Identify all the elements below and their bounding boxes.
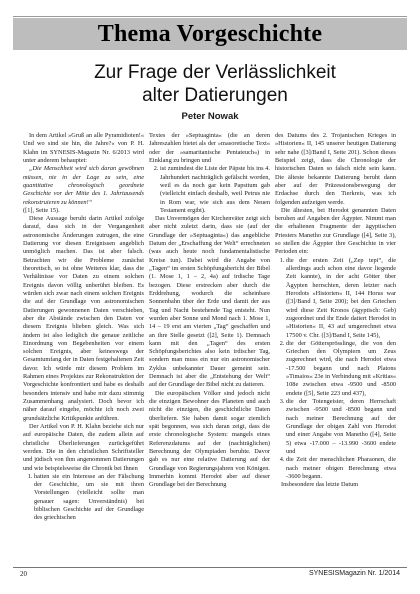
article-title — [50, 61, 380, 107]
paragraph: Textes der »Septuaginta« (die an deren Jahreszahlen bietet als der »masoretische Text« oder der »samaritanische Pentateuch«) in Einklang zu bringen und — [149, 132, 270, 164]
list-item: 2. ist zumindest die Liste der Päpste bis ins 4. Jahrhundert nachträglich gefälscht worden, weil es da noch gar kein Papsttum gab (vielleicht einfach deshalb, weil Petrus nie in Rom war, wie sich aus dem Neuen Testament ergibt). — [160, 165, 270, 215]
paragraph: des Datums des 2. Trojanischen Krieges in »Historien« II, 145 unserer heutigen Datierung sehr nahe ([3]/Band I, Seite 201). Schon dieses Beispiel zeigt, dass die Chronologie der historischen Daten so falsch nicht sein kann. Die älteste bekannte Datierung beruht dann aber auf der Präzessionsbewegung der Erdachse durch den Tierkreis, was ich folgenden aufzeigen werde. — [275, 132, 396, 206]
numbered-list — [275, 257, 396, 481]
top-rule — [13, 16, 407, 17]
list-item: 3. die der Totengeister, deren Herrschaft zwischen -9500 und -8500 begann und nach meiner Berechnung auf der Grundlage der obigen Zahl von Herodot und einer Angabe von Manetho ([4], Seite 5) etwa -17.000 – -13.990 -3600 endete und — [286, 398, 396, 456]
magazine-issue: SYNESISMagazin Nr. 1/2014 — [308, 570, 400, 577]
list-item: 4. die Zeit der menschlichen Pharaonen, die nach meiner obigen Berechnung etwa -3600 begann. — [286, 456, 396, 481]
paragraph: Insbesondere das letzte Datum — [281, 481, 359, 489]
text-column-1 — [23, 132, 144, 523]
paragraph: Der Artikel von P. H. Klahn beziehe sich nur auf europäische Daten, die zudem allein auf christliche Überlieferungen zurückgeführt werden. Die in den christlichen Schriftsteller und jüdisch von ihm angenommen Datierungen und wie beispielsweise die Chronik bei Ihnen — [23, 422, 144, 472]
list-item: 1. hatten sie ein Interesse an der Fälschung der Geschichte, um sie mit ihren Vorstellungen (vielleicht sollte man genauer sagen: Unverständnis) bei biblischen Geschichte auf der Grundlage des griechischen — [34, 473, 144, 523]
article-title-line-1: Zur Frage der Verlässlichkeit — [94, 62, 336, 83]
paragraph: Das Unvermögen der Kirchenväter zeigt sich aber nicht zuletzt darin, dass sie (auf der Grundlage der »Septuaginta«) das angebliche Datum der „Erschaffung der Welt“ errechneten (was auch heute noch fundamentalistische Kreise tun). Dabei wird die Angabe von „Tagen“ im ersten Schöpfungsbericht der Bibel (1. Mose 1, 1 – 2, 4a) auf irdische Tage bezogen. Diese erstrecken aber durch die Erddrehung, wodurch die scheinbare Sonnenbahn über der Erde und damit der aus Tag und Nacht bestehende Tag entsteht. Nun wurden aber Sonne und Mond nach 1. Mose 1, 14 – 19 erst am vierten „Tag“ geschaffen und an ihre Stelle gesetzt ([2], Seite 1). Demnach kann mit den „Tagen“ des ersten Schöpfungsberichtes also kein irdischer Tag, sondern man muss ein nur ein astronomischer Zyklus unbekannter Dauer gemeint sein. Demnach ist aber die „Entstehung der Welt“ auf der Grundlage der Bibel nicht zu datieren. — [149, 215, 270, 389]
article-author: Peter Nowak — [181, 111, 239, 122]
quote-reference: ([1], Seite 15). — [23, 206, 60, 214]
list-item: 1. die der ersten Zeit („Zep tepi“, die allerdings auch schon eine davor liegende Zeit kannte), in der acht Götter über Ägypten herrschten, deren letzter nach Herodots »Historien« II, 144 Horus war ([3]/Band I, Seite 200); bei den Griechen wird diese Zeit Kronos (ägyptisch: Geb) zugeordnet und ihr Ende datiert Herodot in »Historien« II, 43 auf umgerechnet etwa 17500 v. Chr. ([3]/Band I, Seite 145), — [286, 257, 396, 340]
paragraph: Die europäischen Völker sind jedoch nicht die einzigen Bewohner des Planeten und auch nicht die einzigen, die geschichtliche Daten überliefern. Sie haben damit sogar ziemlich spät begonnen, was sich daran zeigt, dass die erste chronologische System: mangels eines Referenzdatums auf der (nachträglichen) Berechnung der Olympiaden beruhte. Davor gab es nur eine relative Datierung auf der Grundlage von Regierungsjahren von Königen. Immerhin kommt Herodot aber auf dieser Grundlage bei der Berechnung — [149, 389, 270, 489]
text-column-3 — [275, 132, 396, 489]
paragraph: In dem Artikel »Gruß an alle Pyramidioten!« Und wo sind sie hin, die Jahre?« von P. H. Klahn im SYNESIS-Magazin Nr. 6/2013 wird unter anderem behauptet: — [23, 132, 144, 164]
numbered-list — [149, 165, 270, 215]
numbered-list — [23, 473, 144, 523]
footer-rule — [13, 567, 407, 568]
text-column-2 — [149, 132, 270, 489]
paragraph: Diese Aussage beruht darin Artikel zufolge darauf, dass sich in der Vergangenheit astronomische Änderungen zutrugen, die eine Datierung vor diesen Ereignissen angeblich unmöglich machen. Das ist aber falsch. Betrachten wir die Probleme zunächst theoretisch, so ist ohne Weiteres klar, dass die Verhältnisse vor Daten zu einem solchen Ereignis davon völlig unberührt bleiben. Es würden sich zwar nach einem solchen Ereignis die auf der Grundlage von astronomischen Datierungen gewonnenen Daten verschieben, aber die Abstände zwischen den Daten vor diesem Ereignis blieben gleich. Was sich ändern ist also lediglich die genaue zeitliche Einordnung von Begebenheiten vor einem solchen Ereignis, aber keineswegs der Gesamtumfang der in Daten festgehaltenen Zeit davor. Ich würde mir diesem Problem im Rahmen eines Projektes zur Rekonstruktion der Vorgeschichte konfrontiert und habe es deshalb besonders intensiv und habe mir dazu stimmig Zusammenhang analysiert. Doch bevor ich näher darauf eingehe, möchte ich noch zwei grundsätzliche Kritikpunkte anführen. — [23, 215, 144, 422]
section-title: Thema Vorgeschichte — [97, 21, 323, 47]
list-item: 2. die der Göttersprösslinge, die von den Griechen den Olympiern um Zeus zugerechnet wird, die nach Herodot etwa -17.500 begann und nach Platons »Timaios« 23e in Verbindung mit »Kritias« 108e zwischen etwa -9500 und -8500 endete ([5], Seite 223 und 437), — [286, 340, 396, 398]
article-title-line-2: alter Datierungen — [142, 85, 288, 106]
paragraph: Die ältesten, bei Herodot genannten Daten beruhen auf Angaben der Ägypter. Nimmt man die erhaltenen Fragmente der ägyptischen Priesters Manetho zur Grundlage ([4], Seite 3), so stellen die Ägypter ihre Geschichte in vier Perioden ein: — [275, 206, 396, 256]
page-number: 20 — [20, 570, 27, 578]
block-quote: „Die Menschheit wird sich daran gewöhnen müssen, nie in der Lage zu sein, eine quantitative chronologisch geordnete Geschichte vor der Mitte des 1. Jahrtausends rekonstruieren zu können!“ — [23, 165, 144, 206]
